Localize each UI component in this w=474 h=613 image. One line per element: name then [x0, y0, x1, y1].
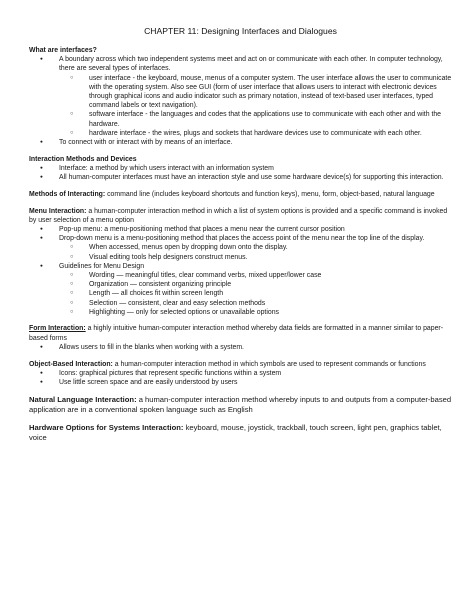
- section-hardware-options: [29, 423, 452, 444]
- sub-bullet-item: ○ user interface - the keyboard, mouse, menus of a computer system. The user interface allows the user to communicate with the operating system. Also see GUI (form of user interface that allows users to interact with electronic devices through graphical icons and audio indicator such as primary notation, instead of text-based user interfaces, typed command labels or text navigation).: [29, 74, 452, 111]
- section-what-are-interfaces: [29, 46, 452, 147]
- bullet-text: Drop-down menu is a menu-positioning method that places the access point of the menu near the top line of the display.: [59, 235, 425, 243]
- sub-bullet-item: ○ Selection — consistent, clear and easy selection methods: [29, 299, 452, 308]
- bullet-list: [29, 164, 452, 182]
- section-text: keyboard, mouse, joystick, trackball, touch screen, light pen, graphics tablet, voice: [29, 423, 442, 443]
- sub-bullet-item: ○ Organization — consistent organizing principle: [29, 280, 452, 289]
- bullet-item: ● Interface: a method by which users interact with an information system: [29, 164, 452, 173]
- section-natural-language-interaction: [29, 395, 452, 416]
- section-form-interaction: [29, 324, 452, 352]
- bullet-list: [29, 225, 452, 317]
- section-text: a human-computer interaction method in which a list of system options is provided and a specific command is invoked by user selection of a menu option: [29, 207, 448, 224]
- section-heading: Form Interaction:: [29, 325, 86, 333]
- section-heading: Menu Interaction:: [29, 207, 87, 215]
- bullet-item: ● Allows users to fill in the blanks when working with a system.: [29, 343, 452, 352]
- section-heading: Hardware Options for Systems Interaction:: [29, 423, 184, 433]
- bullet-list: [29, 55, 452, 147]
- sub-bullet-list: [59, 243, 452, 261]
- bullet-item: ● To connect with or interact with by means of an interface.: [29, 138, 452, 147]
- bullet-item: ● All human-computer interfaces must have an interaction style and use some hardware device(s) for supporting this interaction.: [29, 173, 452, 182]
- section-heading: Object-Based Interaction:: [29, 360, 113, 368]
- section-heading: What are interfaces?: [29, 47, 97, 54]
- sub-bullet-item: ○ Visual editing tools help designers construct menus.: [29, 253, 452, 262]
- sub-bullet-item: ○ Highlighting — only for selected options or unavailable options: [29, 308, 452, 317]
- section-text: a highly intuitive human-computer interaction method whereby data fields are formatted in a manner similar to paper-based forms: [29, 325, 444, 342]
- sub-bullet-item: ○ Length — all choices fit within screen length: [29, 289, 452, 298]
- section-methods-of-interacting: [29, 190, 452, 199]
- sub-bullet-list: [59, 271, 452, 317]
- bullet-item: [29, 234, 452, 262]
- sub-bullet-item: ○ When accessed, menus open by dropping down onto the display.: [29, 243, 452, 252]
- bullet-text: A boundary across which two independent systems meet and act on or communicate with each other. In computer technology, there are several types of interfaces.: [59, 56, 443, 73]
- bullet-item: ● Use little screen space and are easily understood by users: [29, 378, 452, 387]
- bullet-item: [29, 55, 452, 138]
- section-menu-interaction: [29, 207, 452, 317]
- bullet-list: [29, 369, 452, 387]
- bullet-item: ● Icons: graphical pictures that represent specific functions within a system: [29, 369, 452, 378]
- sub-bullet-list: [59, 74, 452, 138]
- section-text: a human-computer interaction method whereby inputs to and outputs from a computer-based application are in a conventional spoken language such as English: [29, 394, 452, 415]
- section-interaction-methods-devices: [29, 155, 452, 183]
- bullet-item: ● Pop-up menu: a menu-positioning method that places a menu near the current cursor position: [29, 225, 452, 234]
- section-heading: Natural Language Interaction:: [29, 394, 137, 404]
- sub-bullet-item: ○ software interface - the languages and codes that the applications use to communicate with each other and with the hardware.: [29, 110, 452, 128]
- section-heading: Methods of Interacting:: [29, 190, 106, 198]
- sub-bullet-item: ○ Wording — meaningful titles, clear command verbs, mixed upper/lower case: [29, 271, 452, 280]
- bullet-text: Guidelines for Menu Design: [59, 262, 145, 270]
- section-text: a human-computer interaction method in which symbols are used to represent commands or functions: [112, 360, 426, 368]
- section-heading: Interaction Methods and Devices: [29, 155, 137, 163]
- bullet-list: [29, 343, 452, 352]
- page-title: CHAPTER 11: Designing Interfaces and Dialogues: [144, 26, 337, 36]
- section-text: command line (includes keyboard shortcuts and function keys), menu, form, object-based, natural language: [105, 190, 435, 198]
- sub-bullet-item: ○ hardware interface - the wires, plugs and sockets that hardware devices use to communicate with each other.: [29, 129, 452, 138]
- section-object-based-interaction: [29, 360, 452, 388]
- bullet-item: [29, 262, 452, 317]
